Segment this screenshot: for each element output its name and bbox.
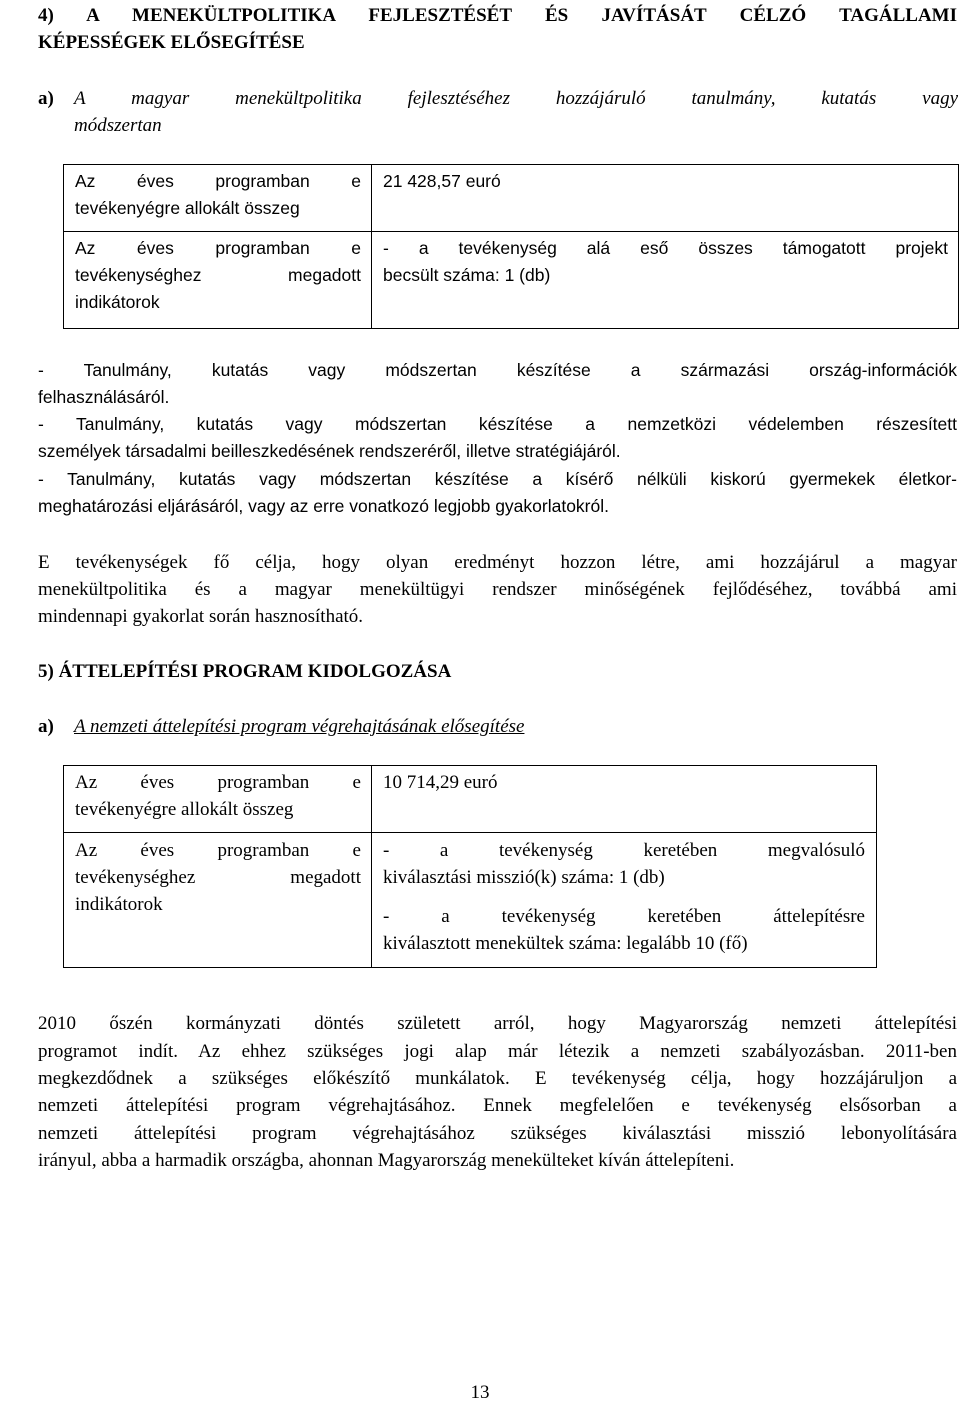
s5-row2-value2-line-1: - a tevékenység keretében áttelepítésre bbox=[383, 906, 865, 927]
s5-paragraph-line-3: megkezdődnek a szükséges előkészítő munkálatok. E tevékenység célja, hogy hozzájáruljon a bbox=[38, 1068, 957, 1089]
page-number: 13 bbox=[470, 1382, 490, 1403]
s5-row2-value1-line-2: kiválasztási misszió(k) száma: 1 (db) bbox=[383, 867, 665, 888]
s5-row2-label-line-2: tevékenységhez megadott bbox=[75, 867, 361, 888]
s5-row1-value: 10 714,29 euró bbox=[383, 772, 498, 793]
s5-row2-value1-line-1: - a tevékenység keretében megvalósuló bbox=[383, 840, 865, 861]
s5-paragraph-line-5: nemzeti áttelepítési program végrehajtásához szükséges kiválasztási misszió lebonyolítására bbox=[38, 1123, 957, 1144]
section-4-sub-a-line-2: módszertan bbox=[74, 115, 162, 136]
s4-row2-value-line-1: - a tevékenység alá eső összes támogatott projekt bbox=[383, 238, 948, 258]
s5-paragraph-line-6: irányul, abba a harmadik országba, ahonnan Magyarország menekülteket kíván áttelepíteni. bbox=[38, 1150, 735, 1171]
s4-row2-label-line-1: Az éves programban e bbox=[75, 238, 361, 258]
section-4-heading-line-2: KÉPESSÉGEK ELŐSEGÍTÉSE bbox=[38, 32, 305, 53]
section-5-sub-a-prefix: a) bbox=[38, 716, 54, 737]
s4-row2-value-line-2: becsült száma: 1 (db) bbox=[383, 265, 551, 285]
s5-paragraph-line-1: 2010 őszén kormányzati döntés született arról, hogy Magyarország nemzeti áttelepítési bbox=[38, 1013, 957, 1034]
s4-paragraph-line-1: E tevékenységek fő célja, hogy olyan eredményt hozzon létre, ami hozzájárul a magyar bbox=[38, 552, 957, 573]
s4-paragraph-line-2: menekültpolitika és a magyar menekültügyi rendszer minőségének fejlődéséhez, továbbá ami bbox=[38, 579, 957, 600]
section-5-heading: 5) ÁTTELEPÍTÉSI PROGRAM KIDOLGOZÁSA bbox=[38, 661, 452, 682]
bullet-2-line-1: - Tanulmány, kutatás vagy módszertan készítése a nemzetközi védelemben részesített bbox=[38, 414, 957, 434]
s5-paragraph-line-2: programot indít. Az ehhez szükséges jogi alap már létezik a nemzeti szabályozásban. 2011-ben bbox=[38, 1041, 957, 1062]
s4-paragraph-line-3: mindennapi gyakorlat során hasznosítható. bbox=[38, 606, 364, 627]
bullet-3-line-1: - Tanulmány, kutatás vagy módszertan készítése a kísérő nélküli kiskorú gyermekek életkor- bbox=[38, 469, 957, 489]
s4-row2-label-line-3: indikátorok bbox=[75, 292, 160, 312]
s4-row1-label-line-2: tevékenyégre allokált összeg bbox=[75, 198, 300, 218]
s5-row1-label-line-1: Az éves programban e bbox=[75, 772, 361, 793]
section-4-sub-a-line-1: A magyar menekültpolitika fejlesztéséhez hozzájáruló tanulmány, kutatás vagy bbox=[74, 88, 958, 109]
section-5-sub-a-text: A nemzeti áttelepítési program végrehajtásának elősegítése bbox=[74, 716, 525, 737]
s5-row1-label-line-2: tevékenyégre allokált összeg bbox=[75, 799, 294, 820]
section-4-sub-a-prefix: a) bbox=[38, 88, 54, 109]
s5-row2-label-line-3: indikátorok bbox=[75, 894, 163, 915]
s5-paragraph-line-4: nemzeti áttelepítési program végrehajtásához. Ennek megfelelően e tevékenység elsősorban a bbox=[38, 1095, 957, 1116]
bullet-1-line-1: - Tanulmány, kutatás vagy módszertan készítése a származási ország-információk bbox=[38, 360, 957, 380]
bullet-2-line-2: személyek társadalmi beilleszkedésének rendszeréről, illetve stratégiájáról. bbox=[38, 441, 621, 461]
bullet-3-line-2: meghatározási eljárásáról, vagy az erre vonatkozó legjobb gyakorlatokról. bbox=[38, 496, 609, 516]
bullet-1-line-2: felhasználásáról. bbox=[38, 387, 170, 407]
s4-row2-label-line-2: tevékenységhez megadott bbox=[75, 265, 361, 285]
s5-row2-value2-line-2: kiválasztott menekültek száma: legalább 10 (fő) bbox=[383, 933, 748, 954]
s4-row1-value: 21 428,57 euró bbox=[383, 171, 501, 191]
s5-row2-label-line-1: Az éves programban e bbox=[75, 840, 361, 861]
s4-row1-label-line-1: Az éves programban e bbox=[75, 171, 361, 191]
section-4-heading-line-1: 4) A MENEKÜLTPOLITIKA FEJLESZTÉSÉT ÉS JAVÍTÁSÁT CÉLZÓ TAGÁLLAMI bbox=[38, 5, 957, 26]
